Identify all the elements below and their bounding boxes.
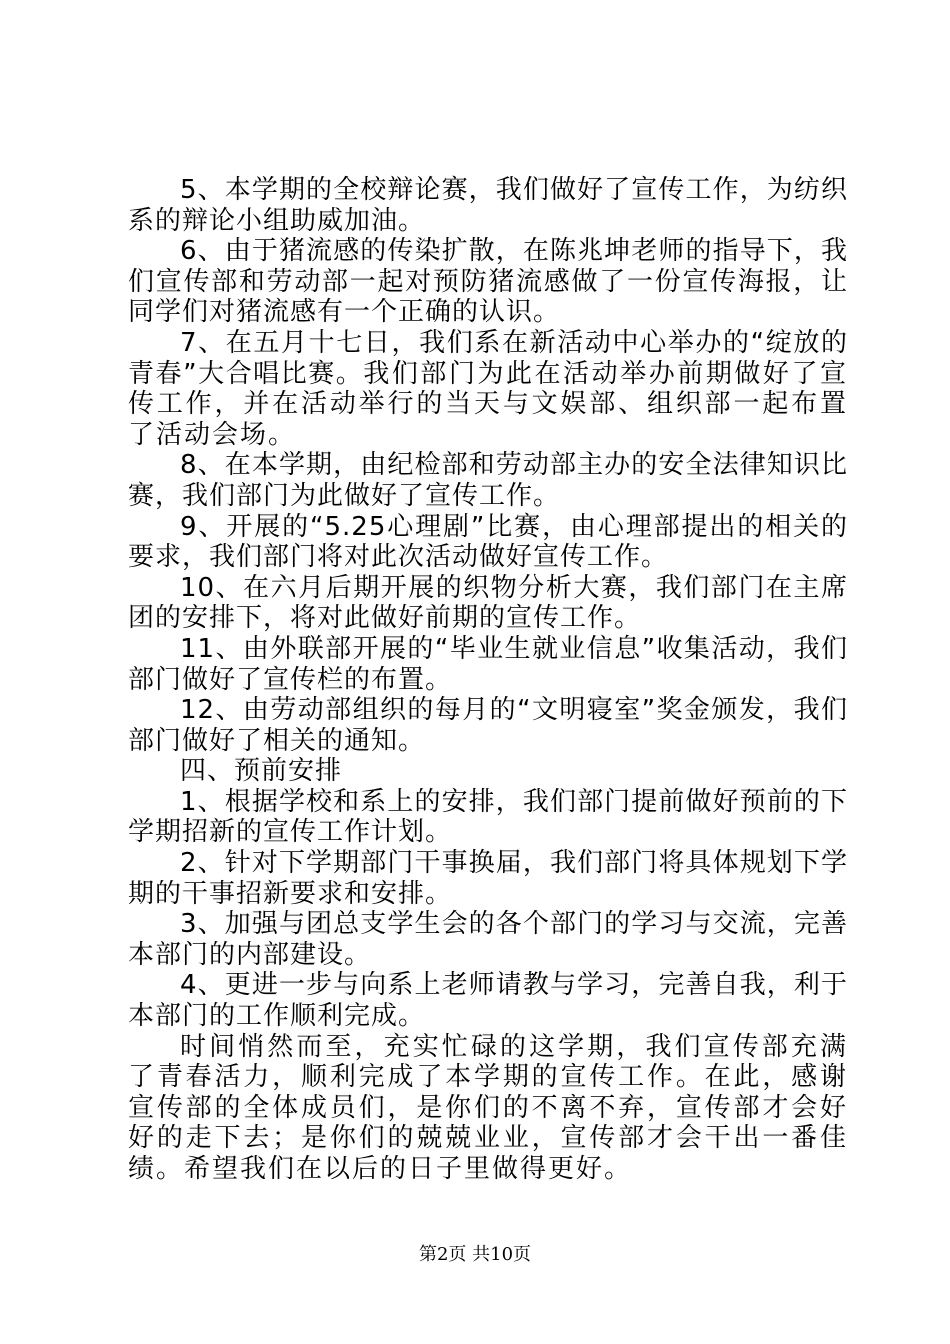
document-body xyxy=(128,175,848,1185)
page-number-footer: 第2页 共10页 xyxy=(418,1244,532,1265)
paragraph-item-8: 8、在本学期，由纪检部和劳动部主办的安全法律知识比赛，我们部门为此做好了宣传工作。 xyxy=(128,450,848,511)
paragraph-item-6: 6、由于猪流感的传染扩散，在陈兆坤老师的指导下，我们宣传部和劳动部一起对预防猪流感做了一份宣传海报，让同学们对猪流感有一个正确的认识。 xyxy=(128,236,848,328)
paragraph-item-7 xyxy=(128,328,848,450)
paragraph-item-11: 11、由外联部开展的“毕业生就业信息”收集活动，我们部门做好了宣传栏的布置。 xyxy=(128,633,848,695)
plan-item-4: 4、更进一步与向系上老师请教与学习，完善自我，利于本部门的工作顺利完成。 xyxy=(128,970,848,1032)
plan-item-1: 1、根据学校和系上的安排，我们部门提前做好预前的下学期招新的宣传工作计划。 xyxy=(128,786,848,848)
plan-item-3: 3、加强与团总支学生会的各个部门的学习与交流，完善本部门的内部建设。 xyxy=(128,909,848,970)
paragraph-item-7-lead: 7、在五月十七日，我们系在新活动中心举办的“绽放的青春”大合唱比赛。 xyxy=(128,327,848,389)
paragraph-item-12: 12、由劳动部组织的每月的“文明寝室”奖金颁发，我们部门做好了相关的通知。 xyxy=(128,695,848,756)
paragraph-item-9: 9、开展的“5.25心理剧”比赛，由心理部提出的相关的要求，我们部门将对此次活动做好宣传工作。 xyxy=(128,511,848,573)
closing-paragraph: 时间悄然而至，充实忙碌的这学期，我们宣传部充满了青春活力，顺利完成了本学期的宣传工作。在此，感谢宣传部的全体成员们，是你们的不离不弃，宣传部才会好好的走下去；是你们的兢兢业业，宣传部才会干出一番佳绩。希望我们在以后的日子里做得更好。 xyxy=(128,1031,848,1184)
paragraph-item-5: 5、本学期的全校辩论赛，我们做好了宣传工作，为纺织系的辩论小组助威加油。 xyxy=(128,175,848,236)
plan-item-2: 2、针对下学期部门干事换届，我们部门将具体规划下学期的干事招新要求和安排。 xyxy=(128,848,848,909)
section-heading-plan: 四、预前安排 xyxy=(180,756,343,787)
paragraph-item-7-continuation: 我们部门为此在活动举办前期做好了宣传工作，并在活动举行的当天与文娱部、组织部一起布置了活动会场。 xyxy=(128,358,848,450)
paragraph-item-10: 10、在六月后期开展的织物分析大赛，我们部门在主席团的安排下，将对此做好前期的宣传工作。 xyxy=(128,572,848,634)
